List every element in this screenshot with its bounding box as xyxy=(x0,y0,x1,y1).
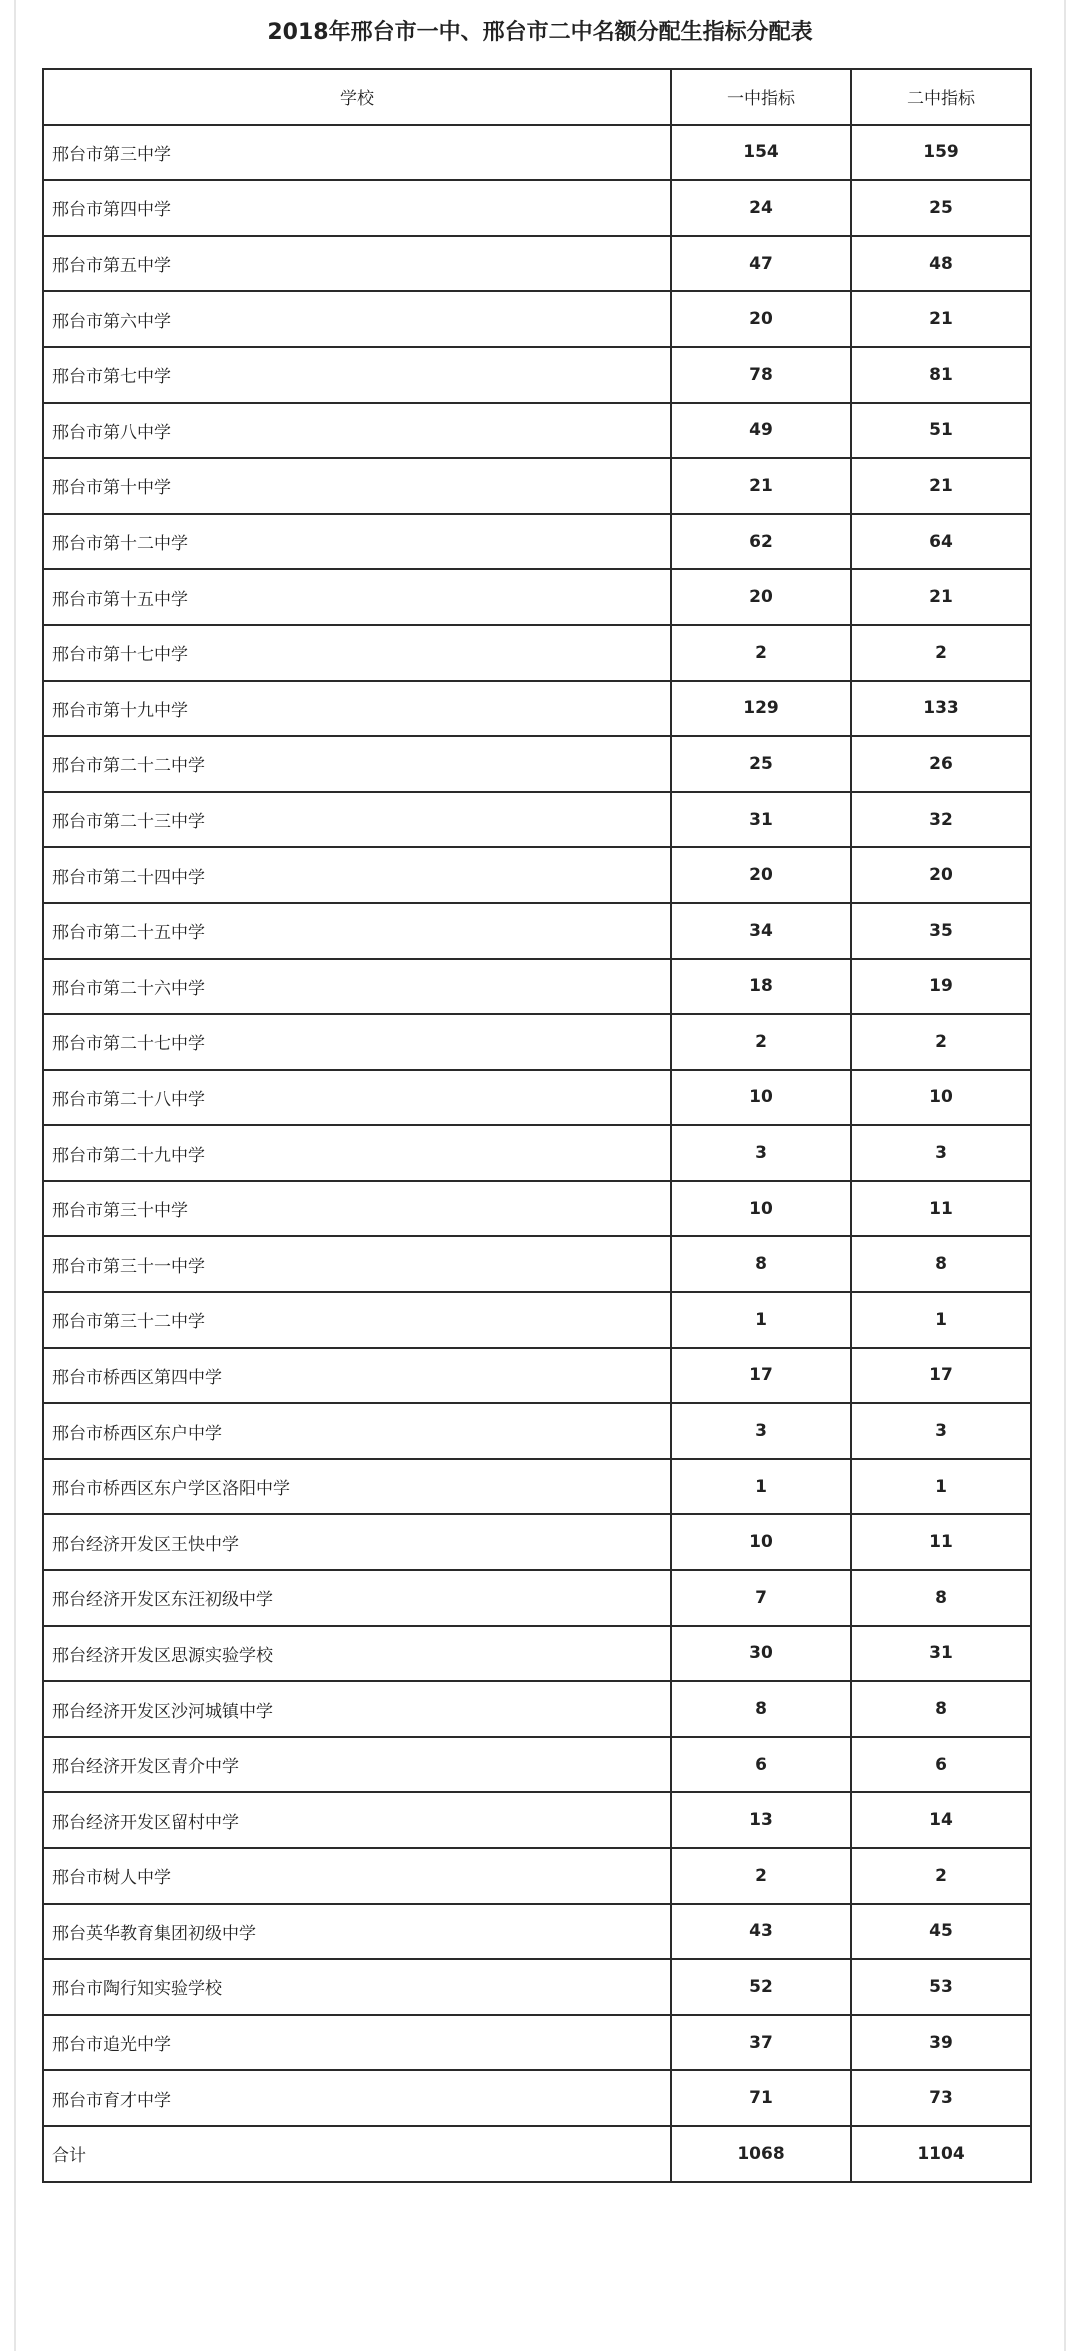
table-row xyxy=(43,681,1031,737)
school-1-quota-cell: 13 xyxy=(671,1792,851,1848)
school-name-cell: 邢台市第二十二中学 xyxy=(43,736,671,792)
table-row xyxy=(43,847,1031,903)
school-1-quota-cell: 6 xyxy=(671,1737,851,1793)
school-1-quota-cell: 1 xyxy=(671,1292,851,1348)
table-row xyxy=(43,403,1031,459)
table-row xyxy=(43,458,1031,514)
school-2-quota-cell: 26 xyxy=(851,736,1031,792)
table-row xyxy=(43,1014,1031,1070)
school-name-cell: 邢台市第二十四中学 xyxy=(43,847,671,903)
school-1-quota-cell: 49 xyxy=(671,403,851,459)
school-name-cell: 邢台市第三十二中学 xyxy=(43,1292,671,1348)
table-row xyxy=(43,1181,1031,1237)
school-1-quota-cell: 17 xyxy=(671,1348,851,1404)
school-1-quota-cell: 37 xyxy=(671,2015,851,2071)
school-1-quota-cell: 34 xyxy=(671,903,851,959)
school-1-quota-cell: 47 xyxy=(671,236,851,292)
school-1-quota-cell: 71 xyxy=(671,2070,851,2126)
school-2-quota-cell: 53 xyxy=(851,1959,1031,2015)
school-name-cell: 邢台经济开发区留村中学 xyxy=(43,1792,671,1848)
school-name-cell: 邢台市第二十三中学 xyxy=(43,792,671,848)
table-row xyxy=(43,625,1031,681)
school-name-cell: 邢台市第三十中学 xyxy=(43,1181,671,1237)
school-2-quota-cell: 25 xyxy=(851,180,1031,236)
school-1-quota-cell: 52 xyxy=(671,1959,851,2015)
school-name-cell: 邢台市第十七中学 xyxy=(43,625,671,681)
school-2-quota-cell: 159 xyxy=(851,125,1031,181)
table-row xyxy=(43,236,1031,292)
school-1-quota-cell: 1 xyxy=(671,1459,851,1515)
school-1-quota-cell: 31 xyxy=(671,792,851,848)
school-name-cell: 邢台市第六中学 xyxy=(43,291,671,347)
table-row xyxy=(43,903,1031,959)
school-name-cell: 邢台市第八中学 xyxy=(43,403,671,459)
school-2-quota-cell: 2 xyxy=(851,1014,1031,1070)
school-2-quota-cell: 51 xyxy=(851,403,1031,459)
school-2-quota-cell: 19 xyxy=(851,959,1031,1015)
table-row xyxy=(43,1125,1031,1181)
school-name-cell: 邢台经济开发区思源实验学校 xyxy=(43,1626,671,1682)
table-row xyxy=(43,1514,1031,1570)
school-name-cell: 邢台市第七中学 xyxy=(43,347,671,403)
table-row xyxy=(43,1626,1031,1682)
table-row xyxy=(43,959,1031,1015)
document-title: 2018年邢台市一中、邢台市二中名额分配生指标分配表 xyxy=(267,20,813,45)
school-1-quota-cell: 30 xyxy=(671,1626,851,1682)
table-row xyxy=(43,2015,1031,2071)
school-2-quota-cell: 14 xyxy=(851,1792,1031,1848)
school-name-cell: 邢台市第三中学 xyxy=(43,125,671,181)
header-school: 学校 xyxy=(43,69,671,125)
school-name-cell: 邢台市第二十八中学 xyxy=(43,1070,671,1126)
quota-table xyxy=(42,68,1032,2183)
school-1-quota-cell: 129 xyxy=(671,681,851,737)
school-1-quota-cell: 10 xyxy=(671,1070,851,1126)
school-name-cell: 邢台市第二十七中学 xyxy=(43,1014,671,1070)
school-2-quota-cell: 2 xyxy=(851,1848,1031,1904)
header-school-2-quota: 二中指标 xyxy=(851,69,1031,125)
school-2-quota-cell: 81 xyxy=(851,347,1031,403)
school-2-quota-cell: 2 xyxy=(851,625,1031,681)
school-2-quota-cell: 20 xyxy=(851,847,1031,903)
table-row xyxy=(43,347,1031,403)
school-name-cell: 邢台市第十五中学 xyxy=(43,569,671,625)
school-2-quota-cell: 21 xyxy=(851,458,1031,514)
school-1-quota-cell: 8 xyxy=(671,1681,851,1737)
school-2-quota-cell: 1 xyxy=(851,1459,1031,1515)
school-2-quota-cell: 17 xyxy=(851,1348,1031,1404)
total-school-1-quota: 1068 xyxy=(671,2126,851,2182)
school-2-quota-cell: 133 xyxy=(851,681,1031,737)
school-2-quota-cell: 6 xyxy=(851,1737,1031,1793)
school-2-quota-cell: 35 xyxy=(851,903,1031,959)
school-name-cell: 邢台市第三十一中学 xyxy=(43,1236,671,1292)
school-name-cell: 邢台市育才中学 xyxy=(43,2070,671,2126)
school-2-quota-cell: 8 xyxy=(851,1236,1031,1292)
school-name-cell: 邢台经济开发区东汪初级中学 xyxy=(43,1570,671,1626)
school-name-cell: 邢台市第二十九中学 xyxy=(43,1125,671,1181)
school-name-cell: 邢台市桥西区第四中学 xyxy=(43,1348,671,1404)
school-name-cell: 邢台经济开发区沙河城镇中学 xyxy=(43,1681,671,1737)
school-name-cell: 邢台市第五中学 xyxy=(43,236,671,292)
table-row xyxy=(43,1959,1031,2015)
table-row xyxy=(43,1403,1031,1459)
table-row xyxy=(43,1570,1031,1626)
school-1-quota-cell: 3 xyxy=(671,1125,851,1181)
school-name-cell: 邢台市第十中学 xyxy=(43,458,671,514)
school-1-quota-cell: 78 xyxy=(671,347,851,403)
school-1-quota-cell: 20 xyxy=(671,291,851,347)
table-row xyxy=(43,736,1031,792)
school-name-cell: 邢台市陶行知实验学校 xyxy=(43,1959,671,2015)
table-row xyxy=(43,1681,1031,1737)
table-row xyxy=(43,291,1031,347)
school-1-quota-cell: 2 xyxy=(671,625,851,681)
school-1-quota-cell: 62 xyxy=(671,514,851,570)
table-row xyxy=(43,1348,1031,1404)
school-1-quota-cell: 2 xyxy=(671,1014,851,1070)
school-1-quota-cell: 21 xyxy=(671,458,851,514)
school-name-cell: 邢台经济开发区王快中学 xyxy=(43,1514,671,1570)
table-body xyxy=(43,125,1031,2126)
school-name-cell: 邢台市第十二中学 xyxy=(43,514,671,570)
school-name-cell: 邢台市第四中学 xyxy=(43,180,671,236)
school-name-cell: 邢台市追光中学 xyxy=(43,2015,671,2071)
school-name-cell: 邢台市第二十五中学 xyxy=(43,903,671,959)
school-2-quota-cell: 3 xyxy=(851,1403,1031,1459)
total-row xyxy=(43,2126,1031,2182)
school-2-quota-cell: 3 xyxy=(851,1125,1031,1181)
school-2-quota-cell: 73 xyxy=(851,2070,1031,2126)
school-2-quota-cell: 21 xyxy=(851,569,1031,625)
table-row xyxy=(43,514,1031,570)
header-school-1-quota: 一中指标 xyxy=(671,69,851,125)
table-row xyxy=(43,1792,1031,1848)
school-2-quota-cell: 11 xyxy=(851,1181,1031,1237)
school-2-quota-cell: 21 xyxy=(851,291,1031,347)
school-1-quota-cell: 20 xyxy=(671,847,851,903)
school-2-quota-cell: 11 xyxy=(851,1514,1031,1570)
school-1-quota-cell: 18 xyxy=(671,959,851,1015)
school-2-quota-cell: 39 xyxy=(851,2015,1031,2071)
table-row xyxy=(43,1070,1031,1126)
school-name-cell: 邢台经济开发区青介中学 xyxy=(43,1737,671,1793)
school-1-quota-cell: 24 xyxy=(671,180,851,236)
school-1-quota-cell: 43 xyxy=(671,1904,851,1960)
table-row xyxy=(43,2070,1031,2126)
school-name-cell: 邢台市第十九中学 xyxy=(43,681,671,737)
total-label: 合计 xyxy=(43,2126,671,2182)
table-row xyxy=(43,1904,1031,1960)
school-2-quota-cell: 8 xyxy=(851,1681,1031,1737)
school-2-quota-cell: 48 xyxy=(851,236,1031,292)
table-row xyxy=(43,180,1031,236)
table-row xyxy=(43,792,1031,848)
table-row xyxy=(43,1459,1031,1515)
school-2-quota-cell: 8 xyxy=(851,1570,1031,1626)
school-2-quota-cell: 45 xyxy=(851,1904,1031,1960)
table-row xyxy=(43,1292,1031,1348)
school-1-quota-cell: 3 xyxy=(671,1403,851,1459)
table-row xyxy=(43,1737,1031,1793)
table-row xyxy=(43,569,1031,625)
school-2-quota-cell: 10 xyxy=(851,1070,1031,1126)
school-name-cell: 邢台英华教育集团初级中学 xyxy=(43,1904,671,1960)
school-name-cell: 邢台市树人中学 xyxy=(43,1848,671,1904)
school-1-quota-cell: 10 xyxy=(671,1181,851,1237)
school-1-quota-cell: 7 xyxy=(671,1570,851,1626)
school-2-quota-cell: 64 xyxy=(851,514,1031,570)
school-1-quota-cell: 20 xyxy=(671,569,851,625)
school-name-cell: 邢台市桥西区东户中学 xyxy=(43,1403,671,1459)
table-header-row xyxy=(43,69,1031,125)
school-name-cell: 邢台市第二十六中学 xyxy=(43,959,671,1015)
school-1-quota-cell: 154 xyxy=(671,125,851,181)
school-1-quota-cell: 8 xyxy=(671,1236,851,1292)
school-1-quota-cell: 25 xyxy=(671,736,851,792)
school-2-quota-cell: 31 xyxy=(851,1626,1031,1682)
school-1-quota-cell: 2 xyxy=(671,1848,851,1904)
total-school-2-quota: 1104 xyxy=(851,2126,1031,2182)
table-row xyxy=(43,125,1031,181)
table-row xyxy=(43,1236,1031,1292)
school-2-quota-cell: 1 xyxy=(851,1292,1031,1348)
school-1-quota-cell: 10 xyxy=(671,1514,851,1570)
school-name-cell: 邢台市桥西区东户学区洛阳中学 xyxy=(43,1459,671,1515)
table-row xyxy=(43,1848,1031,1904)
school-2-quota-cell: 32 xyxy=(851,792,1031,848)
